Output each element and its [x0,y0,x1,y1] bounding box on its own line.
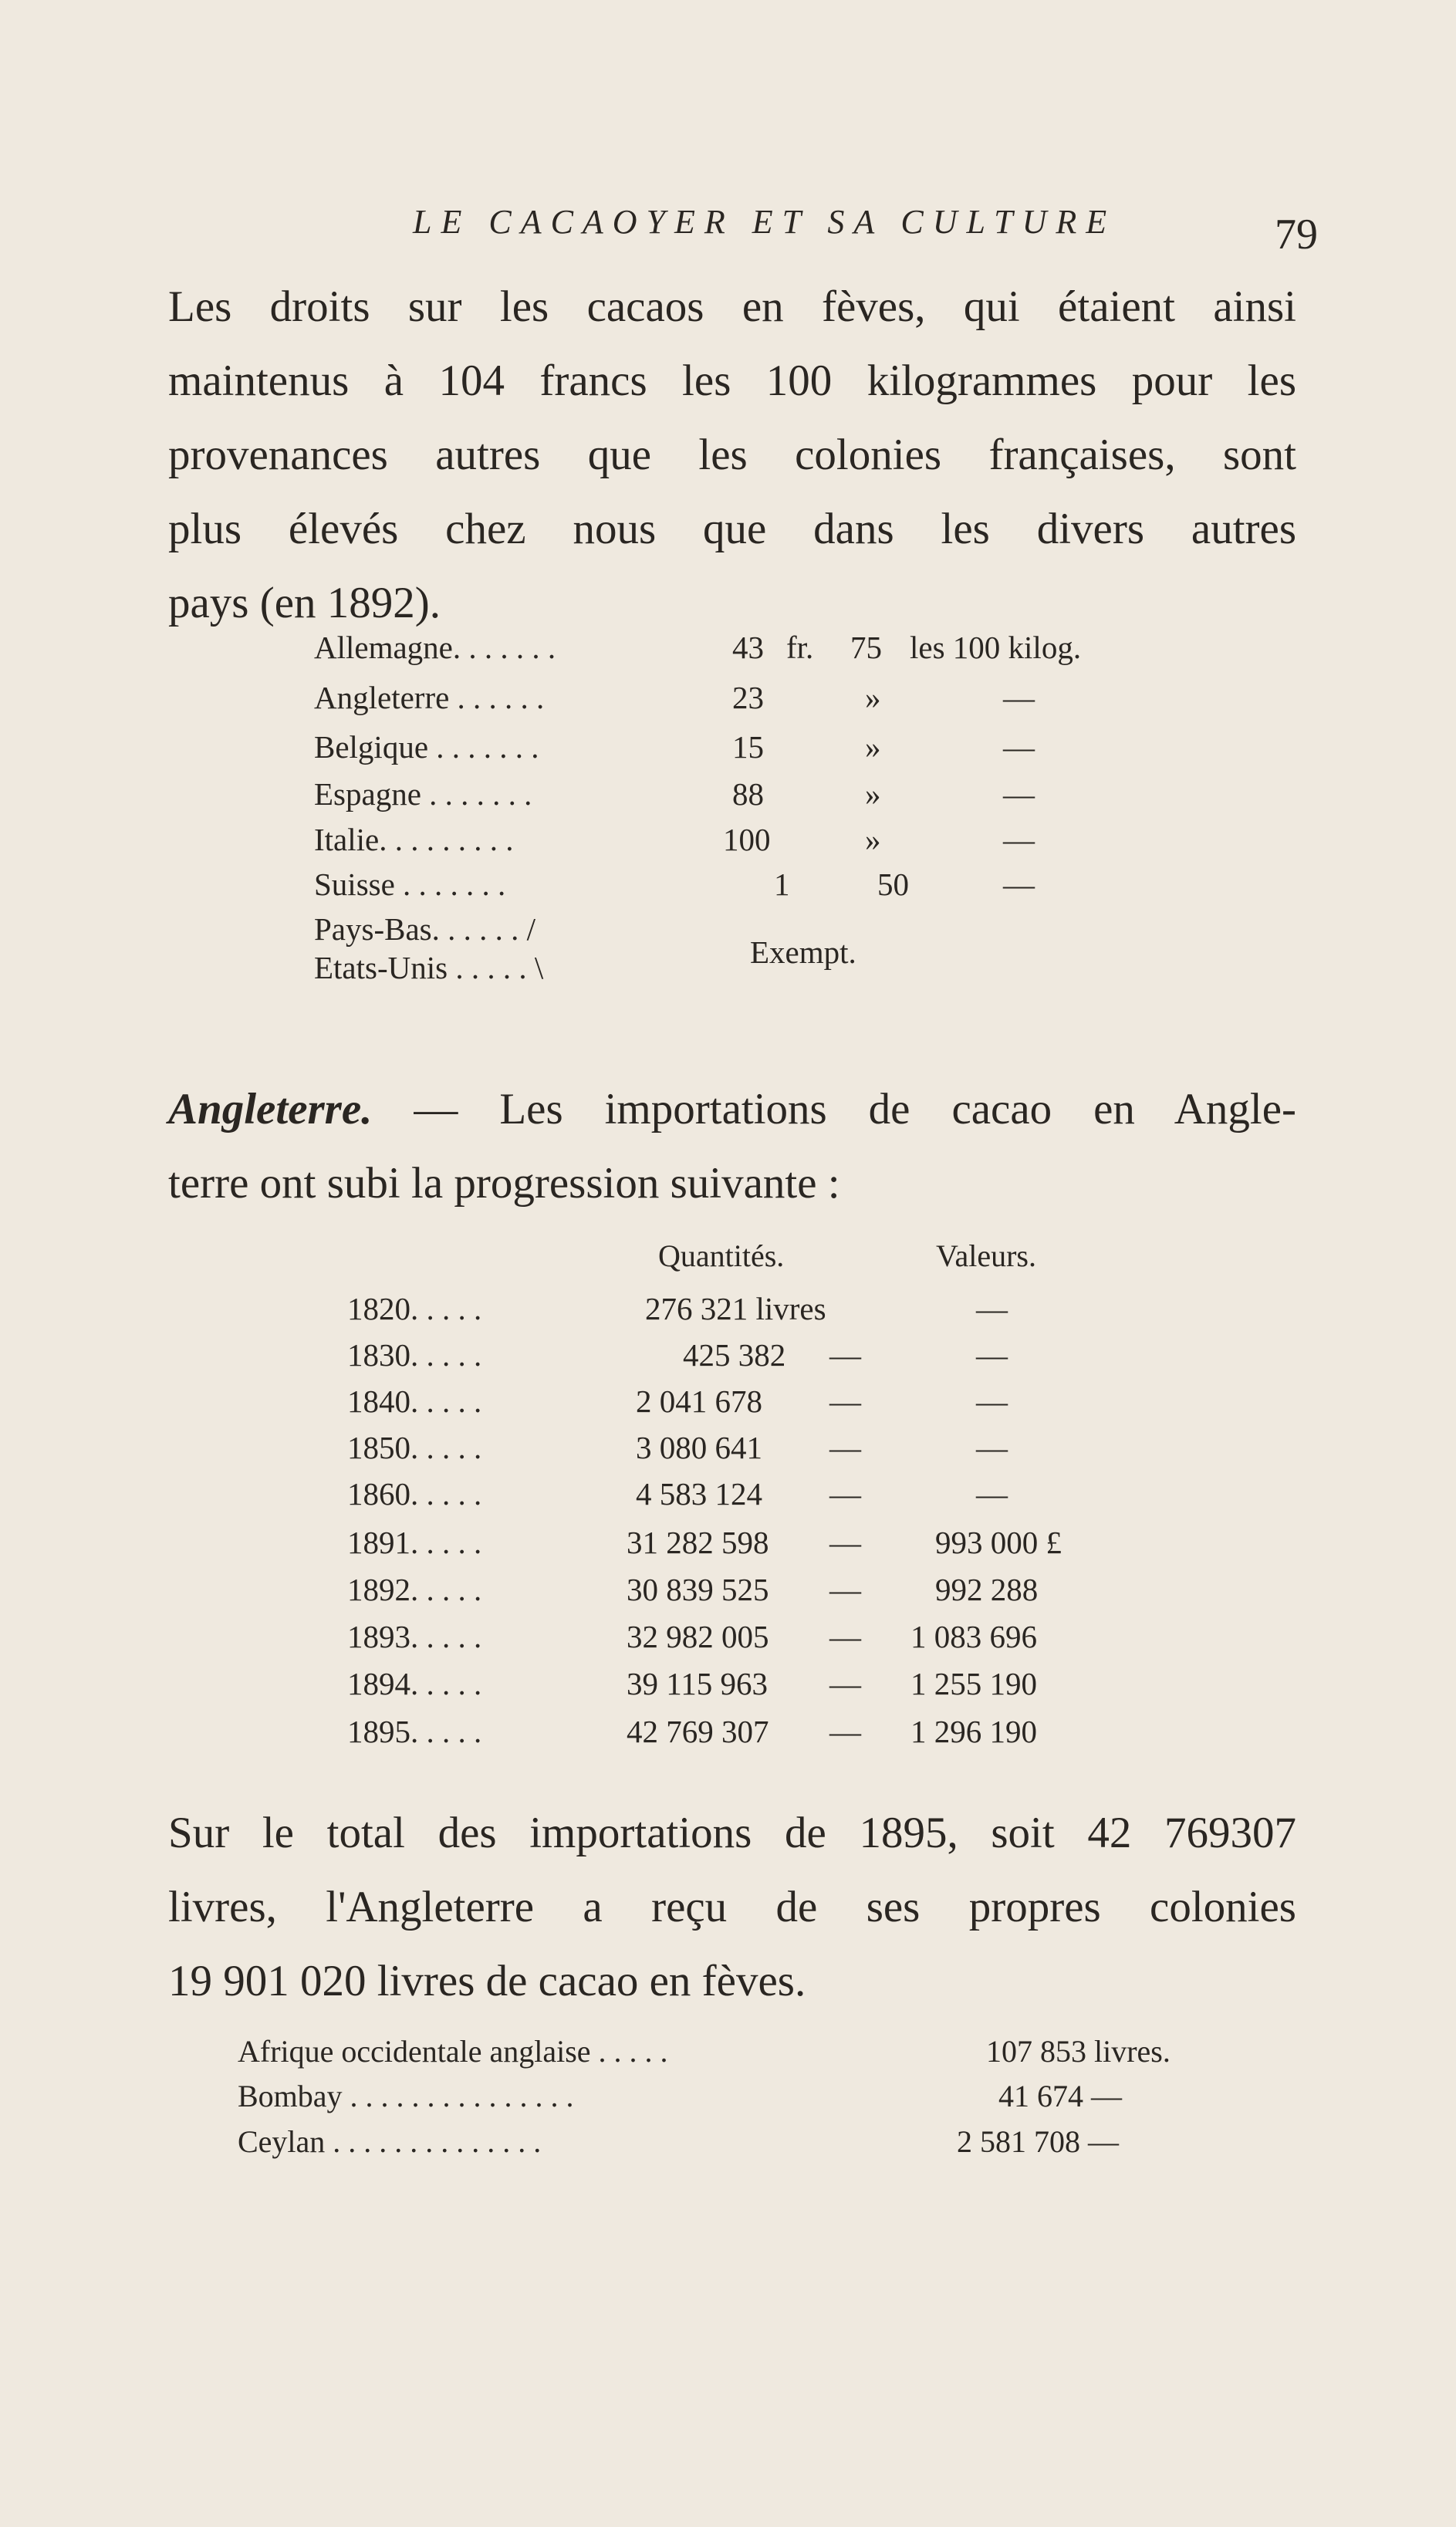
cents: 50 [877,867,909,902]
quantity: 276 321 livres [645,1291,826,1326]
value: 992 288 [935,1572,1039,1607]
amount: 100 [723,822,771,857]
column-header-quantities: Quantités. [658,1238,785,1273]
value: — [976,1476,1008,1512]
per: — [1003,822,1035,857]
quantity: 39 115 963 [627,1666,768,1701]
ditto-dash: — [829,1476,861,1512]
country: Belgique . . . . . . . [314,729,539,765]
year: 1895. . . . . [347,1714,482,1749]
ditto-dash: — [829,1714,861,1749]
quantity: 31 282 598 [627,1525,769,1560]
value: — [976,1430,1008,1465]
text-line: Les droits sur les cacaos en fèves, qui étaient ainsi [168,282,1296,331]
running-title: LE CACAOYER ET SA CULTURE [413,203,1116,241]
country: Espagne . . . . . . . [314,776,532,812]
ditto-dash: — [829,1430,861,1465]
paragraph-total [168,1796,1296,2019]
year: 1860. . . . . [347,1476,482,1512]
quantity: 42 769 307 [627,1714,769,1749]
text-line: provenances autres que les colonies françaises, sont [168,431,1296,479]
colony-quantity: 2 581 708 — [957,2124,1119,2159]
amount: 43 [732,630,764,665]
ditto-dash: — [829,1572,861,1607]
per: — [1003,776,1035,812]
unit: » [865,680,881,715]
paragraph-angleterre [168,1073,1296,1221]
unit: fr. [786,630,814,665]
country: Etats-Unis . . . . . \ [314,950,544,985]
value: — [976,1383,1008,1419]
year: 1891. . . . . [347,1525,482,1560]
unit: » [865,776,881,812]
quantity: 30 839 525 [627,1572,769,1607]
unit: » [865,729,881,765]
quantity: 425 382 [683,1337,786,1373]
per: — [1003,867,1035,902]
year: 1893. . . . . [347,1619,482,1654]
colony-name: Afrique occidentale anglaise . . . . . [238,2034,668,2069]
value: 1 296 190 [910,1714,1037,1749]
amount: 88 [732,776,764,812]
value: 1 083 696 [910,1619,1037,1654]
value: 1 255 190 [910,1666,1037,1701]
text-line: livres, l'Angleterre a reçu de ses propres colonies [168,1883,1296,1931]
column-header-values: Valeurs. [936,1238,1036,1273]
country: Italie. . . . . . . . . [314,822,514,857]
quantity: 2 041 678 [636,1383,762,1419]
per: les 100 kilog. [910,630,1082,665]
colony-quantity: 41 674 — [998,2079,1122,2113]
quantity: 32 982 005 [627,1619,769,1654]
year: 1894. . . . . [347,1666,482,1701]
ditto-dash: — [829,1619,861,1654]
value: 993 000 £ [935,1525,1062,1560]
colony-name: Ceylan . . . . . . . . . . . . . . [238,2124,542,2159]
per: — [1003,729,1035,765]
ditto-dash: — [829,1525,861,1560]
amount: 23 [732,680,764,715]
year: 1892. . . . . [347,1572,482,1607]
ditto-dash: — [829,1383,861,1419]
exempt-label: Exempt. [750,934,856,970]
year: 1820. . . . . [347,1291,482,1326]
text-run: — Les importations de cacao en Angle- [372,1085,1296,1133]
value: — [976,1337,1008,1373]
text-line [168,1073,1296,1147]
year: 1840. . . . . [347,1383,482,1419]
text-line: Sur le total des importations de 1895, soit 42 769307 [168,1809,1296,1857]
country: Allemagne. . . . . . . [314,630,556,665]
unit: » [865,822,881,857]
per: — [1003,680,1035,715]
text-line: 19 901 020 livres de cacao en fèves. [168,1957,806,2005]
country: Angleterre . . . . . . [314,680,545,715]
value: — [976,1291,1008,1326]
year: 1830. . . . . [347,1337,482,1373]
colony-name: Bombay . . . . . . . . . . . . . . . [238,2079,574,2113]
paragraph-duties [168,270,1296,640]
country: Suisse . . . . . . . [314,867,506,902]
text-line: terre ont subi la progression suivante : [168,1159,840,1208]
quantity: 3 080 641 [636,1430,762,1465]
text-line: pays (en 1892). [168,579,441,627]
country: Pays-Bas. . . . . . / [314,911,535,947]
page-number: 79 [1275,211,1318,258]
cents: 75 [850,630,882,665]
text-line: maintenus à 104 francs les 100 kilogrammes pour les [168,356,1296,405]
colony-quantity: 107 853 livres. [986,2034,1171,2069]
amount: 15 [732,729,764,765]
year: 1850. . . . . [347,1430,482,1465]
ditto-dash: — [829,1337,861,1373]
amount: 1 [774,867,790,902]
ditto-dash: — [829,1666,861,1701]
quantity: 4 583 124 [636,1476,762,1512]
section-heading: Angleterre. [168,1085,373,1133]
text-line: plus élevés chez nous que dans les divers autres [168,505,1296,553]
